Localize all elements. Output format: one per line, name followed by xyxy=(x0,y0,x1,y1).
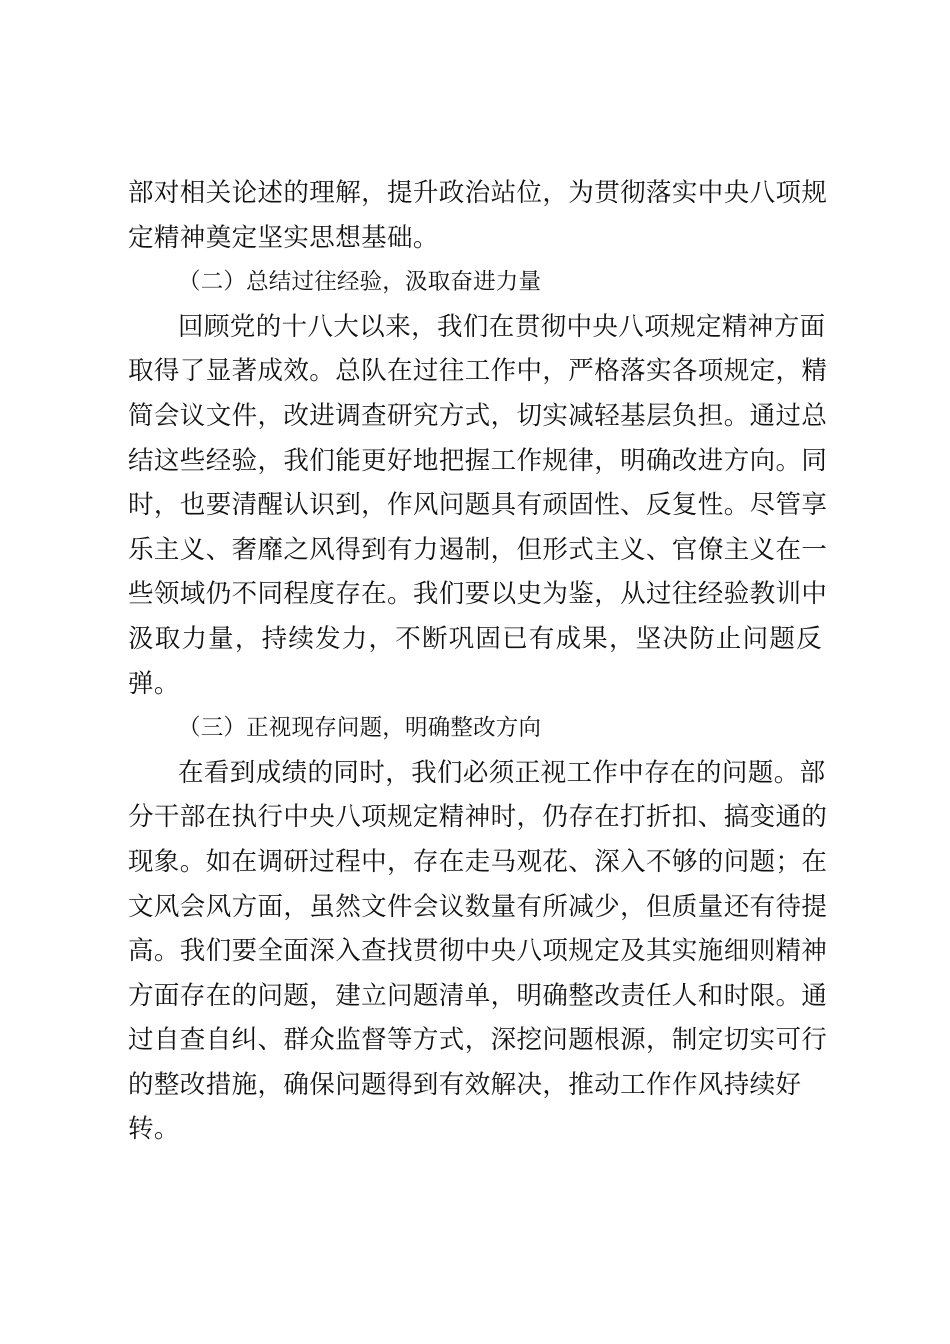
section-heading xyxy=(128,260,822,305)
text-line: 过自查自纠、群众监督等方式，深挖问题根源，制定切实可行 xyxy=(128,1025,828,1056)
text-line: 现象。如在调研过程中，存在走马观花、深入不够的问题；在 xyxy=(128,846,828,877)
document-body xyxy=(128,171,828,1152)
paragraph xyxy=(128,305,828,706)
text-line: 转。 xyxy=(128,1114,180,1145)
text-line: 结这些经验，我们能更好地把握工作规律，明确改进方向。同 xyxy=(128,445,828,476)
text-line: 取得了显著成效。总队在过往工作中，严格落实各项规定，精 xyxy=(128,356,828,387)
text-line: 部对相关论述的理解，提升政治站位，为贯彻落实中央八项规 xyxy=(128,178,828,208)
text-line: 些领域仍不同程度存在。我们要以史为鉴，从过往经验教训中 xyxy=(128,579,828,610)
text-line: 简会议文件，改进调查研究方式，切实减轻基层负担。通过总 xyxy=(128,400,828,431)
text-line: 弹。 xyxy=(128,668,180,699)
text-line: 文风会风方面，虽然文件会议数量有所减少，但质量还有待提 xyxy=(128,891,828,922)
heading-text: （三）正视现存问题，明确整改方向 xyxy=(178,715,542,742)
section-heading xyxy=(128,706,822,751)
heading-text: （二）总结过往经验，汲取奋进力量 xyxy=(178,269,542,296)
paragraph xyxy=(128,171,828,260)
text-line: 汲取力量，持续发力，不断巩固已有成果，坚决防止问题反 xyxy=(128,623,822,654)
text-line: 高。我们要全面深入查找贯彻中央八项规定及其实施细则精神 xyxy=(128,936,828,967)
text-line: 时，也要清醒认识到，作风问题具有顽固性、反复性。尽管享 xyxy=(128,490,828,521)
text-line: 方面存在的问题，建立问题清单，明确整改责任人和时限。通 xyxy=(128,980,828,1011)
text-line: 乐主义、奢靡之风得到有力遏制，但形式主义、官僚主义在一 xyxy=(128,534,828,565)
text-line: 在看到成绩的同时，我们必须正视工作中存在的问题。部 xyxy=(178,757,826,788)
text-line: 的整改措施，确保问题得到有效解决，推动工作作风持续好 xyxy=(128,1069,802,1100)
text-line: 分干部在执行中央八项规定精神时，仍存在打折扣、搞变通的 xyxy=(128,802,828,833)
paragraph xyxy=(128,751,828,1152)
text-line: 定精神奠定坚实思想基础。 xyxy=(128,222,439,253)
text-line: 回顾党的十八大以来，我们在贯彻中央八项规定精神方面 xyxy=(178,311,826,342)
